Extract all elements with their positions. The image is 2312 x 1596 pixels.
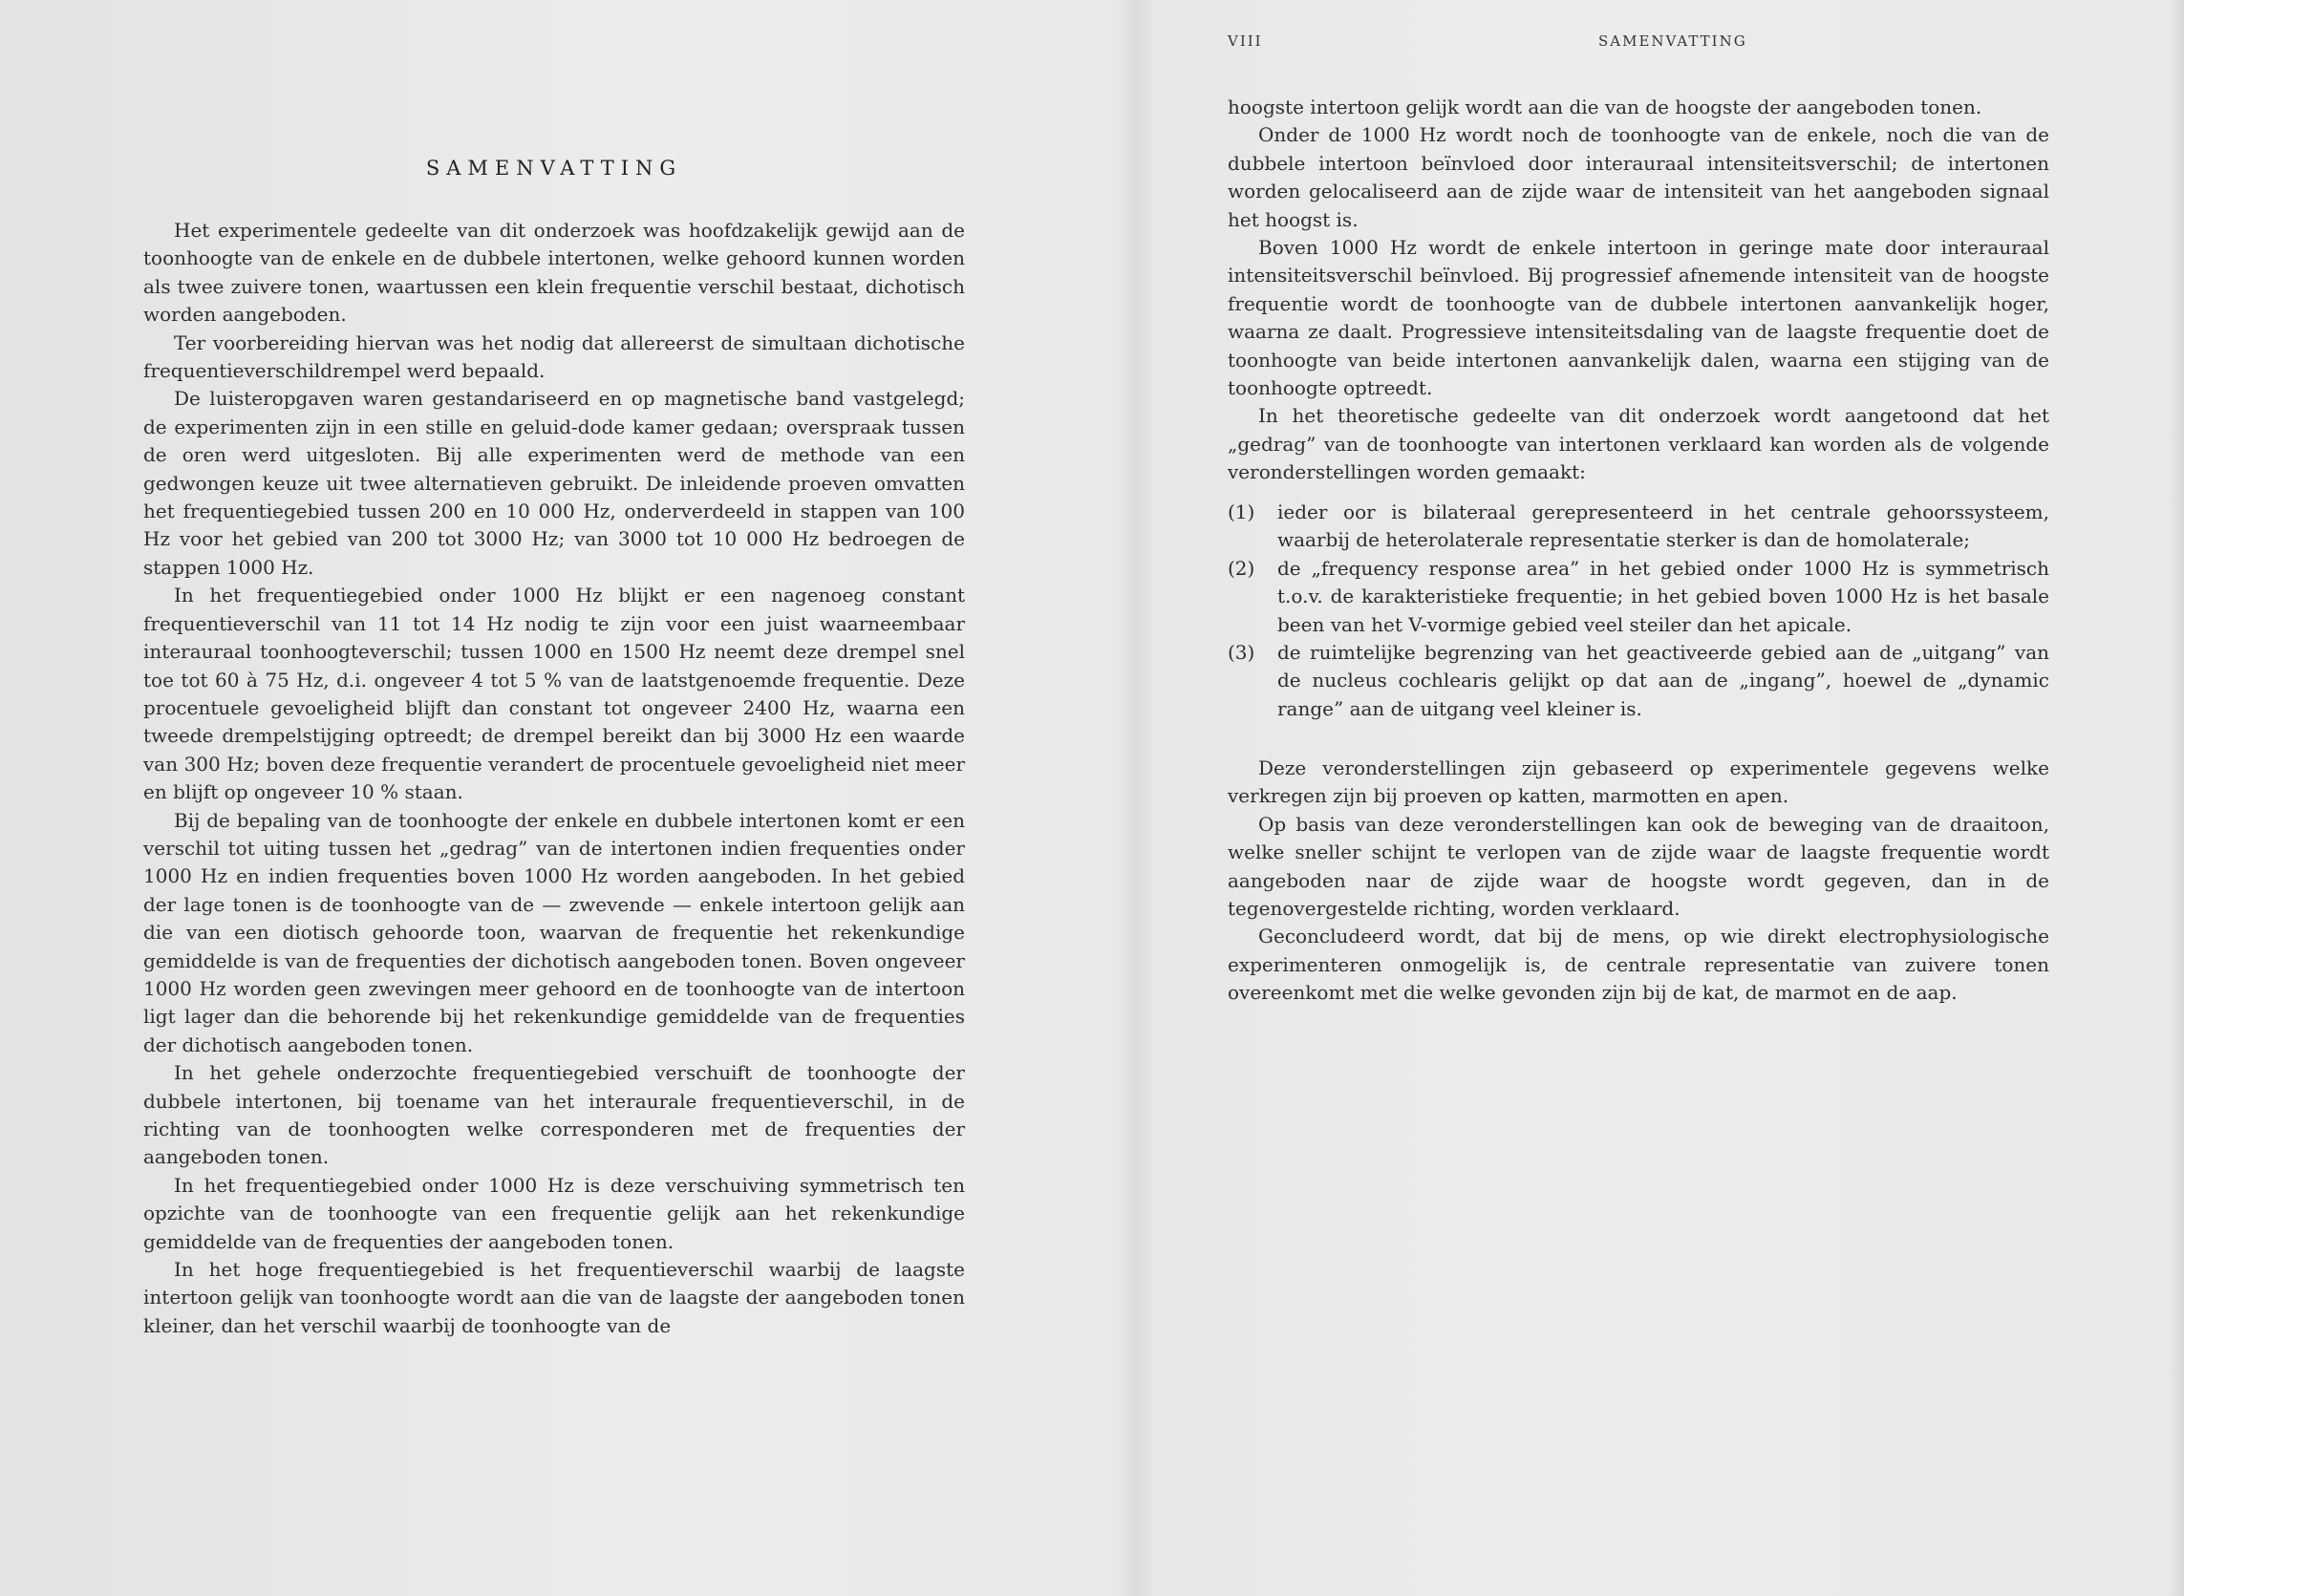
paragraph: In het frequentiegebied onder 1000 Hz blijkt er een nagenoeg constant frequentieverschil van 11 tot 14 Hz nodig te zijn voor een juist waarneembaar interauraal toonhoogteverschil; tussen 1000 en 1500 Hz neemt deze drempel snel toe tot 60 à 75 Hz, d.i. ongeveer 4 tot 5 % van de laatstgenoemde frequentie. Deze procentuele gevoeligheid blijft dan constant tot ongeveer 2400 Hz, waarna een tweede drempelstijging optreedt; de drempel bereikt dan bij 3000 Hz een waarde van 300 Hz; boven deze frequentie verandert de procentuele gevoeligheid niet meer en blijft op ongeveer 10 % staan.: [143, 584, 965, 804]
paragraph: In het hoge frequentiegebied is het frequentieverschil waarbij de laagste intertoon gelijk van toonhoogte wordt aan die van de laagste der aangeboden tonen kleiner, dan het verschil waarbij de toonhoogte van de: [143, 1258, 965, 1337]
list-item-number: (2): [1228, 556, 1255, 580]
left-page-body: [143, 217, 965, 1340]
paragraph: Bij de bepaling van de toonhoogte der enkele en dubbele intertonen komt er een verschil tot uiting tussen het „gedrag” van de intertonen indien frequenties onder 1000 Hz en indien frequenties boven 1000 Hz worden aangeboden. In het gebied der lage tonen is de toonhoogte van de — zwevende — enkele intertoon gelijk aan die van een diotisch gehoorde toon, waarvan de frequentie het rekenkundige gemiddelde is van de frequenties der dichotisch aangeboden tonen. Boven ongeveer 1000 Hz worden geen zwevingen meer gehoord en de toonhoogte van de intertoon ligt lager dan die behorende bij het rekenkundige gemiddelde van de frequenties der dichotisch aangeboden tonen.: [143, 808, 965, 1056]
list-item: [1228, 555, 2049, 639]
paragraph: Geconcludeerd wordt, dat bij de mens, op wie direkt electrophysiologische experimenteren onmogelijk is, de centrale representatie van zuivere tonen overeenkomt met die welke gevonden zijn bij de kat, de marmot en de aap.: [1228, 925, 2049, 1005]
list-item: [1228, 499, 2049, 555]
list-item-text: de ruimtelijke begrenzing van het geactiveerde gebied aan de „uitgang” van de nucleus cochlearis gelijkt op dat aan de „ingang”, hoewel de „dynamic range” aan de uitgang veel kleiner is.: [1277, 641, 2049, 720]
right-page-body-bottom: [1228, 755, 2049, 1008]
list-item-text: de „frequency response area” in het gebied onder 1000 Hz is symmetrisch t.o.v. de karakteristieke frequentie; in het gebied boven 1000 Hz is het basale been van het V-vormige gebied veel steiler dan het apicale.: [1277, 556, 2049, 636]
running-header: [1228, 32, 2049, 55]
paragraph: Op basis van deze veronderstellingen kan ook de beweging van de draaitoon, welke sneller schijnt te verlopen van de zijde waar de laagste frequentie wordt aangeboden naar de zijde waar de hoogste wordt gegeven, dan in de tegenovergestelde richting, worden verklaard.: [1228, 812, 2049, 921]
page-edge-shadow: [2169, 0, 2184, 1596]
list-item-number: (3): [1228, 641, 1255, 665]
paragraph: In het theoretische gedeelte van dit onderzoek wordt aangetoond dat het „gedrag” van de toonhoogte van intertonen verklaard kan worden als de volgende veronderstellingen worden gemaakt:: [1228, 404, 2049, 484]
paragraph: Het experimentele gedeelte van dit onderzoek was hoofdzakelijk gewijd aan de toonhoogte van de enkele en de dubbele intertonen, welke gehoord kunnen worden als twee zuivere tonen, waartussen een klein frequentie verschil bestaat, dichotisch worden aangeboden.: [143, 219, 965, 327]
paragraph: In het gehele onderzochte frequentiegebied verschuift de toonhoogte der dubbele intertonen, bij toename van het interaurale frequentieverschil, in de richting van de toonhoogten welke corresponderen met de frequenties der aangeboden tonen.: [143, 1061, 965, 1169]
paragraph: In het frequentiegebied onder 1000 Hz is deze verschuiving symmetrisch ten opzichte van de toonhoogte van een frequentie gelijk aan het rekenkundige gemiddelde van de frequenties der aangeboden tonen.: [143, 1173, 965, 1253]
book-gutter: [1118, 0, 1156, 1596]
paragraph: Boven 1000 Hz wordt de enkele intertoon in geringe mate door interauraal intensiteitsverschil beïnvloed. Bij progressief afnemende intensiteit van de hoogste frequentie wordt de toonhoogte van de dubbele intertonen aanvankelijk hoger, waarna ze daalt. Progressieve intensiteitsdaling van de laagste frequentie doet de toonhoogte van beide intertonen aanvankelijk dalen, waarna een stijging van de toonhoogte optreedt.: [1228, 236, 2049, 400]
list-item-text: ieder oor is bilateraal gerepresenteerd in het centrale gehoorssysteem, waarbij de heterolaterale representatie sterker is dan de homolaterale;: [1277, 500, 2049, 552]
running-title: SAMENVATTING: [1598, 32, 1747, 50]
paragraph: Deze veronderstellingen zijn gebaseerd op experimentele gegevens welke verkregen zijn bij proeven op katten, marmotten en apen.: [1228, 756, 2049, 808]
page-title: SAMENVATTING: [425, 157, 683, 180]
paragraph: Ter voorbereiding hiervan was het nodig dat allereerst de simultaan dichotische frequentieverschildrempel werd bepaald.: [143, 330, 965, 383]
right-page-body-top: [1228, 94, 2049, 487]
paragraph: De luisteropgaven waren gestandariseerd en op magnetische band vastgelegd; de experimenten zijn in een stille en geluid-dode kamer gedaan; overspraak tussen de oren werd uitgesloten. Bij alle experimenten werd de methode van een gedwongen keuze uit twee alternatieven gebruikt. De inleidende proeven omvatten het frequentiegebied tussen 200 en 10 000 Hz, onderverdeeld in stappen van 100 Hz voor het gebied van 200 tot 3000 Hz; van 3000 tot 10 000 Hz bedroegen de stappen 1000 Hz.: [143, 387, 965, 579]
assumption-list: [1228, 499, 2049, 723]
list-item-number: (1): [1228, 500, 1255, 523]
paragraph: Onder de 1000 Hz wordt noch de toonhoogte van de enkele, noch die van de dubbele intertoon beïnvloed door interauraal intensiteitsverschil; de intertonen worden gelocaliseerd aan de zijde waar de intensiteit van het aangeboden signaal het hoogst is.: [1228, 123, 2049, 231]
page-number: VIII: [1228, 32, 1263, 50]
list-item: [1228, 639, 2049, 723]
paragraph: hoogste intertoon gelijk wordt aan die van de hoogste der aangeboden tonen.: [1228, 96, 1982, 118]
